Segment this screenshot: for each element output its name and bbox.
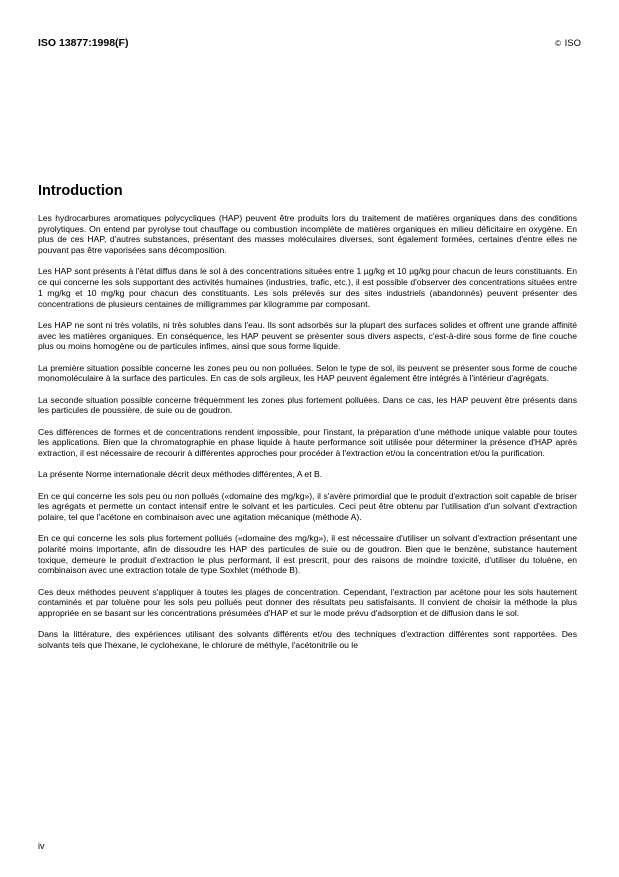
paragraph: Dans la littérature, des expériences utilisant des solvants différents et/ou des techniques d'extraction différentes sont rapportées. Des solvants tels que l'hexane, le cyclohexane, le chlorure de méthyle, l'acétonitrile ou le	[38, 629, 577, 651]
copyright-symbol: ©	[555, 39, 561, 48]
paragraph: Ces différences de formes et de concentrations rendent impossible, pour l'instant, la préparation d'une méthode unique valable pour toutes les applications. Bien que la chromatographie en phase liquide à haute performance soit utilisée pour déterminer la présence d'HAP après extraction, il est nécessaire de recourir à différentes approches pour procéder à l'extraction et/ou la concentration et/ou la purification.	[38, 426, 577, 458]
body-text	[38, 213, 577, 661]
page-number: iv	[38, 841, 45, 851]
copyright-notice	[555, 38, 581, 49]
paragraph: Ces deux méthodes peuvent s'appliquer à toutes les plages de concentration. Cependant, l'extraction par acétone pour les sols hautement contaminés et par toluène pour les sols peu pollués peut donner des résultats peu satisfaisants. Il convient de choisir la méthode la plus appropriée en se basant sur les concentrations présumées d'HAP et sur le mode prévu d'adsorption et de diffusion dans le sol.	[38, 586, 577, 619]
section-title: Introduction	[38, 183, 123, 199]
paragraph: La première situation possible concerne les zones peu ou non polluées. Selon le type de sol, ils peuvent se présenter sous forme de couche monomoléculaire à la surface des particules. En cas de sols argileux, les HAP peuvent également être intégrés à l'intérieur d'agrégats.	[38, 362, 577, 384]
paragraph: Les HAP ne sont ni très volatils, ni très solubles dans l'eau. Ils sont adsorbés sur la plupart des surfaces solides et offrent une grande affinité avec les matières organiques. En conséquence, les HAP peuvent se présenter sous divers aspects, c'est-à-dire sous forme de fine couche plus ou moins homogène ou de particules infimes, ainsi que sous forme liquide.	[38, 319, 577, 352]
paragraph: Les hydrocarbures aromatiques polycycliques (HAP) peuvent être produits lors du traitement de matières organiques dans des conditions pyrolytiques. On entend par pyrolyse tout chauffage ou combustion incomplète de matières organiques en milieu déficitaire en oxygène. En plus de ces HAP, d'autres substances, présentant des masses moléculaires diverses, sont également formées, certaines d'entre elles ne pouvant pas être vaporisées sans décomposition.	[38, 213, 577, 256]
paragraph: En ce qui concerne les sols plus fortement pollués («domaine des mg/kg»), il est nécessaire d'utiliser un solvant d'extraction présentant une polarité moins importante, afin de dissoudre les HAP des particules de suie ou de goudron. Bien que le benzène, substance hautement toxique, demeure le produit d'extraction le plus performant, il est prescrit, pour des raisons de moindre toxicité, d'utiliser du toluène, en combinaison avec une extraction totale de type Soxhlet (méthode B).	[38, 533, 577, 576]
paragraph: La présente Norme internationale décrit deux méthodes différentes, A et B.	[38, 469, 323, 480]
copyright-owner: ISO	[564, 38, 581, 49]
document-standard-id: ISO 13877:1998(F)	[38, 37, 129, 49]
paragraph: Les HAP sont présents à l'état diffus dans le sol à des concentrations situées entre 1 µg/kg et 10 µg/kg pour chacun de leurs constituants. En ce qui concerne les sols supportant des activités humaines (industries, trafic, etc.), il est possible d'observer des concentrations situées entre 1 mg/kg et 10 mg/kg pour chacun des constituants. Les sols prélevés sur des sites industriels (abandonnés) peuvent présenter des concentrations de plusieurs centaines de milligrammes par kilogramme par composant.	[38, 266, 577, 309]
paragraph: En ce qui concerne les sols peu ou non pollués («domaine des mg/kg»), il s'avère primordial que le produit d'extraction soit capable de briser les agrégats et permette un contact intensif entre le solvant et les particules. Ceci peut être obtenu par l'utilisation d'un solvant d'extraction polaire, tel que l'acétone en combinaison avec une agitation mécanique (méthode A).	[38, 490, 577, 522]
paragraph: La seconde situation possible concerne fréquemment les zones plus fortement polluées. Dans ce cas, les HAP peuvent être présents dans les particules de poussière, de suie ou de goudron.	[38, 394, 577, 416]
